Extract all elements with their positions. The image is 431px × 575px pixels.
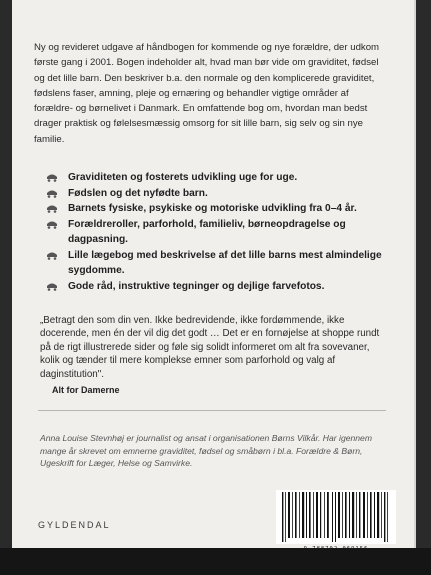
book-back-cover [12, 0, 416, 560]
stroller-icon [46, 220, 58, 229]
stroller-icon [46, 251, 58, 260]
stroller-icon [46, 204, 58, 213]
bullet-text: Graviditeten og fosterets udvikling uge for uge. [68, 172, 298, 183]
review-quote: „Betragt den som din ven. Ikke bedrevidende, ikke fordømmende, ikke docerende, men én der vil dig det godt … Det er en fornøjelse at shoppe rundt på de rigt illustrerede sider og føle sig solidt informeret om alt fra sovevaner, kolik og tænder til mere komplekse emner som parforhold og valg af daginstitution". [40, 315, 380, 380]
list-item [46, 186, 386, 202]
list-item [46, 279, 386, 295]
divider [38, 410, 386, 411]
bullet-list [46, 170, 386, 294]
list-item [46, 201, 386, 217]
bullet-text: Fødslen og det nyfødte barn. [68, 187, 208, 199]
stroller-icon [46, 282, 58, 291]
list-item [46, 248, 386, 279]
quote-source: Alt for Damerne [52, 385, 120, 395]
intro-paragraph: Ny og revideret udgave af håndbogen for kommende og nye forældre, der udkom første gang i 2001. Bogen indeholder alt, hvad man bør vide om graviditet, fødsel og det lille barn. Den beskriver b.a. den normale og den komplicerede graviditet, fødslens faser, amning, pleje og ernæring og behandler vigtige områder af forældre- og børnelivet i Danmark. En omfattende bog om, hvordan man bedst drager praktisk og følelsesmæssig omsorg for sit lille barn, sig selv og sin nye familie. [34, 42, 380, 145]
list-item [46, 217, 386, 248]
bullet-text: Gode råd, instruktive tegninger og dejlige farvefotos. [68, 280, 325, 292]
table-surface [0, 548, 431, 575]
bullet-text: Forældreroller, parforhold, familieliv, børneopdragelse og dagpasning. [68, 218, 346, 245]
list-item [46, 170, 386, 186]
bullet-text: Barnets fysiske, psykiske og motoriske udvikling fra 0–4 år. [68, 203, 357, 214]
barcode [276, 490, 396, 544]
stroller-icon [46, 189, 58, 198]
publisher-logo: GYLDENDAL [38, 520, 111, 530]
bullet-text: Lille lægebog med beskrivelse af det lille barns mest almindelige sygdomme. [68, 249, 382, 276]
stroller-icon [46, 173, 58, 182]
author-bio: Anna Louise Stevnhøj er journalist og ansat i organisationen Børns Vilkår. Har igennem mange år skrevet om emnerne graviditet, fødsel og småbørn i bl.a. Forældre & Børn, Ugeskrift for Læger, Helse og Samvirke. [40, 433, 372, 469]
